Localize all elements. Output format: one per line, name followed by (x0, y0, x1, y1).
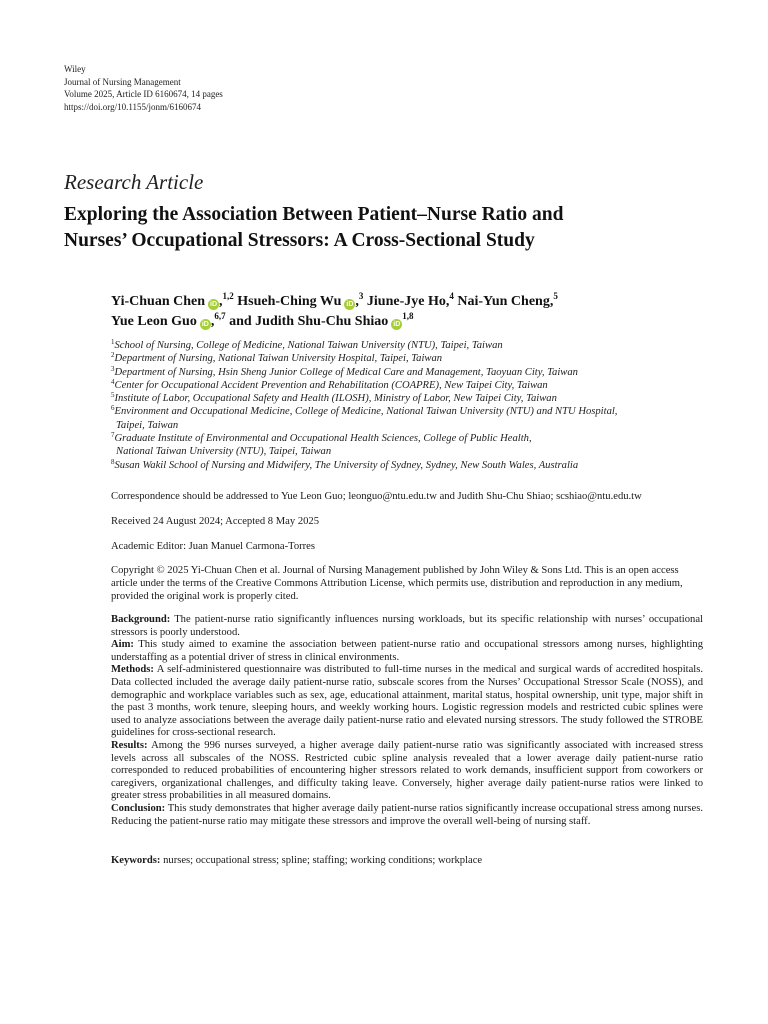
orcid-icon[interactable]: iD (210, 301, 218, 308)
author[interactable]: Yue Leon Guo iD ,$^{6,7}$ (111, 311, 226, 329)
orcid-icon[interactable]: iD (346, 301, 354, 308)
affiliation: $^5$Institute of Labor, Occupational Safety and Health (ILOSH), Ministry of Labor, New Taipei City, Taiwan (111, 391, 557, 405)
journal-name: Journal of Nursing Management (64, 76, 181, 87)
orcid-icon[interactable]: iD (393, 321, 401, 328)
author[interactable]: Yi-Chuan Chen iD ,$^{1,2}$ (111, 291, 234, 309)
academic-editor: Academic Editor: Juan Manuel Carmona-Torres (111, 541, 316, 552)
publisher-name: Wiley (64, 64, 86, 74)
abstract-results: Results: Among the 996 nurses surveyed, a higher average daily patient-nurse ratio was significantly associated with increased stress levels across all subscales of the NOSS. Restricted cubic spline analysis revealed that a lower average daily patient-nurse ratio corresponded to reduced probabilities of encountering higher stressors related to work demands, insufficient support from coworkers or caregivers, organizational challenges, and difficulty taking leave. Conversely, higher average daily patient-nurse ratios were linked to greater stress probabilities in all measured domains. (111, 739, 703, 802)
abstract-aim: Aim: This study aimed to examine the association between patient-nurse ratio and occupational stressors among nurses, highlighting understaffing as a potential driver of stress in clinical environments. (111, 639, 703, 663)
article-title (64, 202, 704, 254)
volume-info: Volume 2025, Article ID 6160674, 14 pages (64, 89, 223, 99)
author-list (111, 292, 711, 332)
keywords-list: nurses; occupational stress; spline; staffing; working conditions; workplace (163, 855, 483, 866)
abstract (111, 614, 703, 828)
author[interactable]: Jiune-Jye Ho,$^4$ (366, 291, 454, 309)
title-line-2: Nurses’ Occupational Stressors: A Cross-Sectional Study (64, 230, 535, 251)
received-dates: Received 24 August 2024; Accepted 8 May 2025 (111, 516, 320, 527)
keywords (111, 855, 703, 866)
abstract-methods: Methods: A self-administered questionnaire was distributed to full-time nurses in the medical and surgical wards of accredited hospitals. Data collected included the average daily patient-nurse ratio, subscale scores from the Nurses’ Occupational Stressor Scale (NOSS), and demographic and workplace variables such as sex, age, educational attainment, marital status, hospital ownership, unit type, major shift in the past 3 months, work tenure, sleeping hours, and weekly working hours. Logistic regression models and restricted cubic splines were used to analyze associations between the average daily patient-nurse ratio and elevated nursing stressors. The study followed the STROBE guidelines for cross-sectional research. (111, 664, 703, 739)
abstract-conclusion: Conclusion: This study demonstrates that higher average daily patient-nurse ratios significantly increase occupational stress among nurses. Reducing the patient-nurse ratio may mitigate these stressors and improve the overall well-being of nursing staff. (111, 802, 703, 827)
affiliation: $^7$Graduate Institute of Environmental and Occupational Health Sciences, College of Public Health, National Taiwan University (NTU), Taipei, Taiwan (111, 431, 532, 458)
correspondence: Correspondence should be addressed to Yue Leon Guo; leonguo@ntu.edu.tw and Judith Shu-Chu Shiao; scshiao@ntu.edu.tw (111, 491, 642, 502)
abstract-background: Background: The patient-nurse ratio significantly influences nursing workloads, but its specific relationship with nurses’ occupational stressors is poorly understood. (111, 614, 703, 638)
affiliation: $^2$Department of Nursing, National Taiwan University Hospital, Taipei, Taiwan (111, 351, 443, 365)
affiliation: $^3$Department of Nursing, Hsin Sheng Junior College of Medical Care and Management, Taoyuan City, Taiwan (111, 364, 578, 378)
journal-header (64, 63, 223, 113)
affiliation: $^4$Center for Occupational Accident Prevention and Rehabilitation (COAPRE), New Taipei City, Taiwan (111, 377, 548, 391)
doi-link[interactable]: https://doi.org/10.1155/jonm/6160674 (64, 101, 202, 112)
affiliation: $^1$School of Nursing, College of Medicine, National Taiwan University (NTU), Taipei, Taiwan (111, 338, 503, 351)
affiliation: $^8$Susan Wakil School of Nursing and Midwifery, The University of Sydney, Sydney, New South Wales, Australia (111, 457, 579, 471)
article-type: Research Article (64, 170, 204, 194)
copyright-notice: Copyright © 2025 Yi-Chuan Chen et al. Journal of Nursing Management published by John Wiley & Sons Ltd. This is an open access article under the terms of the Creative Commons Attribution License, which permits use, distribution and reproduction in any medium, provided the original work is properly cited. (111, 565, 683, 603)
author[interactable]: Hsueh-Ching Wu iD ,$^3$ (237, 291, 364, 309)
affiliation-list (111, 339, 711, 472)
affiliation: $^6$Environment and Occupational Medicine, College of Medicine, National Taiwan University (NTU) and NTU Hospital, Taipei, Taiwan (111, 404, 618, 431)
author-conjunction: and (229, 314, 252, 329)
title-line-1: Exploring the Association Between Patient–Nurse Ratio and (64, 204, 564, 225)
author[interactable]: Nai-Yun Cheng,$^5$ (457, 291, 558, 309)
author[interactable]: Judith Shu-Chu Shiao iD$^{1,8}$ (255, 311, 414, 329)
orcid-icon[interactable]: iD (201, 321, 209, 328)
keywords-label: Keywords: (111, 855, 161, 866)
